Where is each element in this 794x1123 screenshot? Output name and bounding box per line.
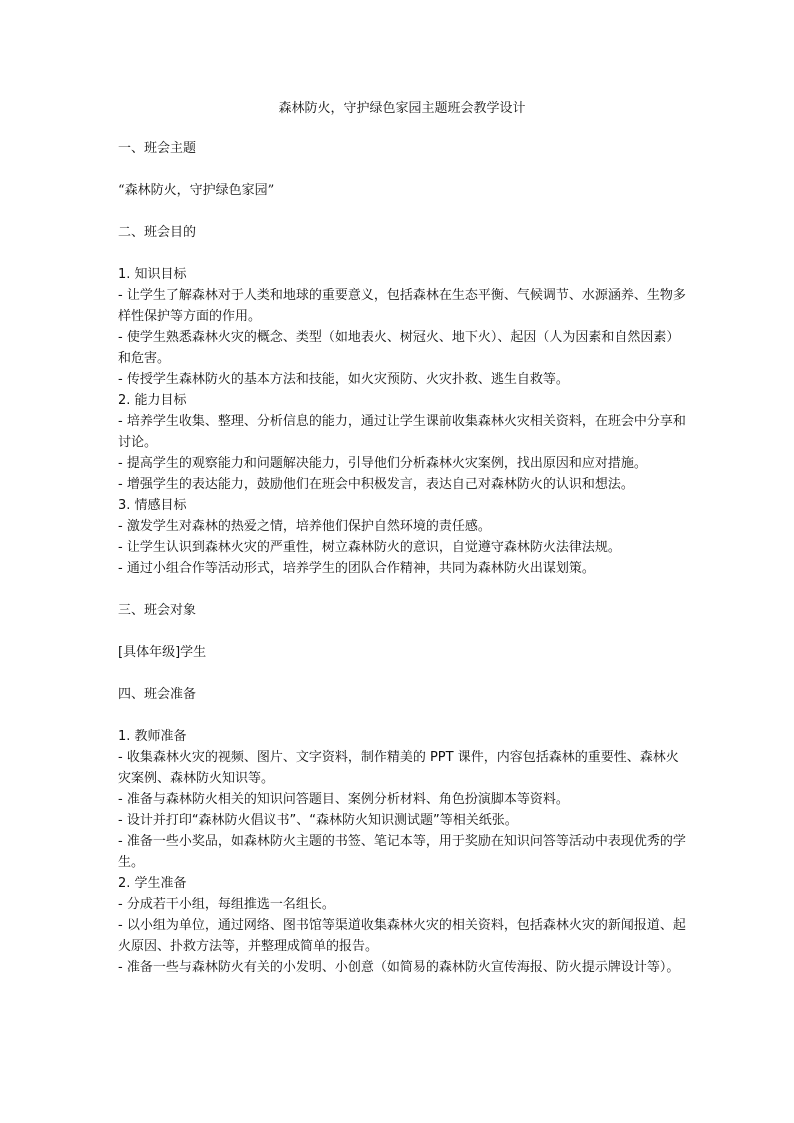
preparation-block (118, 726, 686, 978)
knowledge-goal-label: 1. 知识目标 (118, 267, 187, 282)
section-heading-purpose: 二、班会目的 (118, 225, 197, 240)
list-item: - 让学生了解森林对于人类和地球的重要意义，包括森林在生态平衡、气候调节、水源涵养、生物多样性保护等方面的作用。 (118, 288, 686, 324)
section-heading-theme: 一、班会主题 (118, 141, 197, 156)
list-item: - 设计并打印“森林防火倡议书”、“森林防火知识测试题”等相关纸张。 (118, 813, 518, 828)
purpose-block (118, 264, 686, 579)
document-title: 森林防火，守护绿色家园主题班会教学设计 (278, 101, 526, 116)
list-item: - 准备一些小奖品，如森林防火主题的书签、笔记本等，用于奖励在知识问答等活动中表现优秀的学生。 (118, 834, 686, 870)
teacher-prep-label: 1. 教师准备 (118, 729, 187, 744)
emotion-goal-label: 3. 情感目标 (118, 498, 187, 513)
student-prep-label: 2. 学生准备 (118, 876, 187, 891)
theme-text: “森林防火，守护绿色家园” (118, 183, 275, 198)
section-heading-preparation: 四、班会准备 (118, 687, 197, 702)
section-heading-audience: 三、班会对象 (118, 603, 197, 618)
list-item: - 让学生认识到森林火灾的严重性，树立森林防火的意识，自觉遵守森林防火法律法规。 (118, 540, 621, 555)
audience-text: [具体年级]学生 (118, 645, 207, 660)
list-item: - 通过小组合作等活动形式，培养学生的团队合作精神，共同为森林防火出谋划策。 (118, 561, 595, 576)
list-item: - 培养学生收集、整理、分析信息的能力，通过让学生课前收集森林火灾相关资料，在班会中分享和讨论。 (118, 414, 686, 450)
list-item: - 分成若干小组，每组推选一名组长。 (118, 897, 335, 912)
list-item: - 传授学生森林防火的基本方法和技能，如火灾预防、火灾扑救、逃生自救等。 (118, 372, 569, 387)
list-item: - 增强学生的表达能力，鼓励他们在班会中积极发言，表达自己对森林防火的认识和想法。 (118, 477, 634, 492)
list-item: - 收集森林火灾的视频、图片、文字资料，制作精美的 PPT 课件，内容包括森林的重要性、森林火灾案例、森林防火知识等。 (118, 750, 679, 786)
list-item: - 提高学生的观察能力和问题解决能力，引导他们分析森林火灾案例，找出原因和应对措施。 (118, 456, 647, 471)
list-item: - 使学生熟悉森林火灾的概念、类型（如地表火、树冠火、地下火）、起因（人为因素和自然因素）和危害。 (118, 330, 680, 366)
document-body (118, 98, 686, 999)
list-item: - 以小组为单位，通过网络、图书馆等渠道收集森林火灾的相关资料，包括森林火灾的新闻报道、起火原因、扑救方法等，并整理成简单的报告。 (118, 918, 686, 954)
ability-goal-label: 2. 能力目标 (118, 393, 187, 408)
list-item: - 准备与森林防火相关的知识问答题目、案例分析材料、角色扮演脚本等资料。 (118, 792, 569, 807)
list-item: - 准备一些与森林防火有关的小发明、小创意（如简易的森林防火宣传海报、防火提示牌设计等）。 (118, 960, 680, 975)
list-item: - 激发学生对森林的热爱之情，培养他们保护自然环境的责任感。 (118, 519, 491, 534)
